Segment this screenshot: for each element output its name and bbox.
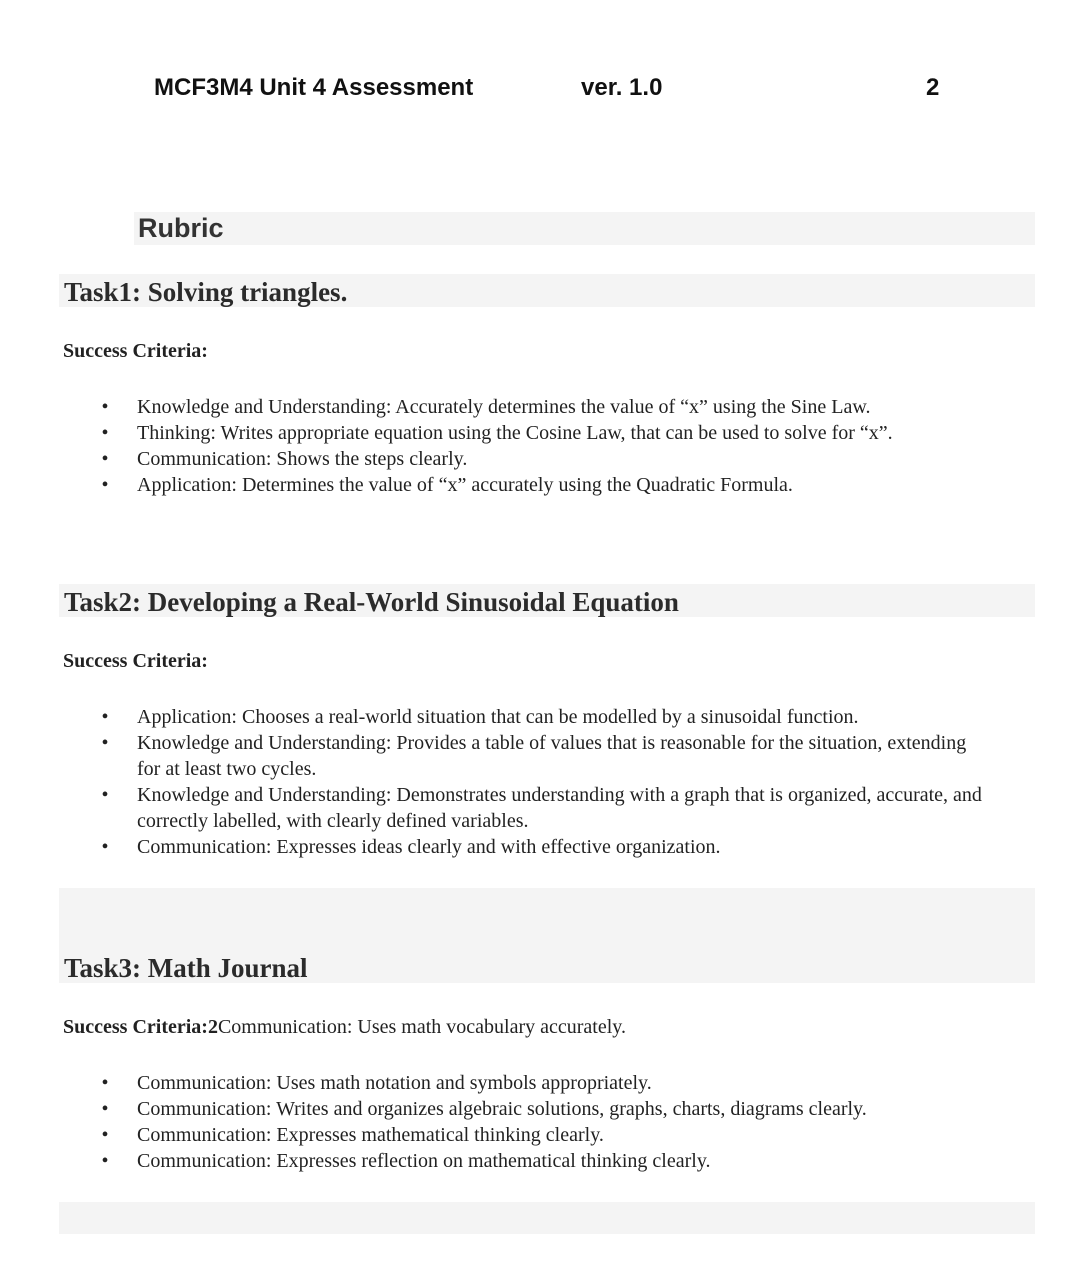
- task2-success-criteria-label: Success Criteria:: [63, 650, 208, 672]
- criterion-text: Application: Determines the value of “x” accurately using the Quadratic Formula.: [137, 474, 793, 496]
- bullet-icon: •: [101, 422, 109, 444]
- task2-title: Task2: Developing a Real-World Sinusoidal Equation: [64, 587, 679, 617]
- criterion-text: Communication: Expresses mathematical thinking clearly.: [137, 1124, 604, 1146]
- list-item: [100, 420, 1040, 446]
- criterion-text: Communication: Expresses ideas clearly and with effective organization.: [137, 836, 721, 858]
- criterion-text: Thinking: Writes appropriate equation using the Cosine Law, that can be used to solve for “x”.: [137, 422, 893, 444]
- criterion-text: Knowledge and Understanding: Accurately determines the value of “x” using the Sine Law.: [137, 396, 871, 418]
- bullet-icon: •: [101, 1124, 109, 1146]
- list-item: [100, 1122, 1040, 1148]
- bullet-icon: •: [101, 1072, 109, 1094]
- task3-criteria-list: [100, 1070, 1040, 1174]
- list-item: [100, 1148, 1040, 1174]
- list-item: [100, 1070, 1040, 1096]
- list-item: [100, 394, 1040, 420]
- version-label: ver. 1.0: [581, 74, 663, 101]
- page-number: 2: [926, 74, 940, 101]
- bullet-icon: •: [101, 1150, 109, 1172]
- footer-band: [59, 1202, 1035, 1234]
- task1-criteria-list: [100, 394, 1040, 498]
- task3-inline-criterion: Communication: Uses math vocabulary accurately.: [217, 1016, 626, 1038]
- bullet-icon: •: [101, 784, 109, 806]
- criterion-text: Knowledge and Understanding: Demonstrates understanding with a graph that is organized, accurate, and correctly labelled, with clearly defined variables.: [137, 784, 982, 832]
- list-item: [100, 782, 1040, 834]
- criterion-text: Application: Chooses a real-world situation that can be modelled by a sinusoidal function.: [137, 706, 859, 728]
- bullet-icon: •: [101, 706, 109, 728]
- bullet-icon: •: [101, 396, 109, 418]
- task2-criteria-list: [100, 704, 1040, 860]
- bullet-icon: •: [101, 732, 109, 754]
- bullet-icon: •: [101, 448, 109, 470]
- rubric-heading-band: [134, 212, 1035, 245]
- criterion-text: Knowledge and Understanding: Provides a table of values that is reasonable for the situation, extending for at least two cycles.: [137, 732, 967, 780]
- criterion-text: Communication: Expresses reflection on mathematical thinking clearly.: [137, 1150, 711, 1172]
- list-item: [100, 472, 1040, 498]
- bullet-icon: •: [101, 1098, 109, 1120]
- list-item: [100, 1096, 1040, 1122]
- criterion-text: Communication: Shows the steps clearly.: [137, 448, 468, 470]
- task3-success-criteria-label: Success Criteria:2: [63, 1016, 218, 1038]
- list-item: [100, 446, 1040, 472]
- task1-success-criteria-label: Success Criteria:: [63, 340, 208, 362]
- task3-title: Task3: Math Journal: [64, 953, 308, 983]
- task3-success-criteria-line: [63, 1016, 626, 1039]
- document-title: MCF3M4 Unit 4 Assessment: [154, 74, 474, 101]
- bullet-icon: •: [101, 474, 109, 496]
- criterion-text: Communication: Writes and organizes algebraic solutions, graphs, charts, diagrams clearly.: [137, 1098, 867, 1120]
- list-item: [100, 730, 1040, 782]
- rubric-heading: Rubric: [138, 213, 224, 243]
- list-item: [100, 704, 1040, 730]
- criterion-text: Communication: Uses math notation and symbols appropriately.: [137, 1072, 652, 1094]
- bullet-icon: •: [101, 836, 109, 858]
- list-item: [100, 834, 1040, 860]
- task1-title: Task1: Solving triangles.: [64, 277, 348, 307]
